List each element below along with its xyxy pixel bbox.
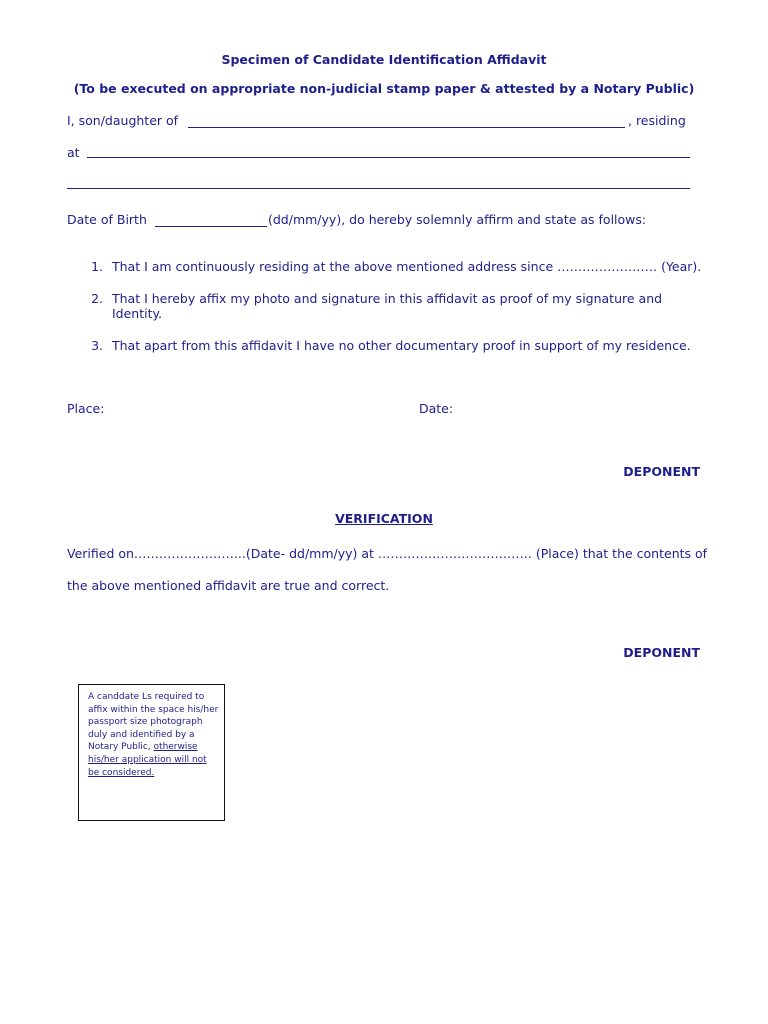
- deponent-label: DEPONENT: [623, 464, 700, 479]
- photo-instruction-text: A canddate Ls required to affix within the space his/her passport size photograph duly and identified by a Notary Public,: [88, 692, 219, 753]
- photo-instruction-warning: otherwise his/her application will not be considered.: [88, 742, 207, 778]
- address-blank-1: [87, 157, 690, 158]
- parent-name-label: I, son/daughter of: [67, 113, 179, 128]
- address-blank-2: [67, 188, 690, 189]
- photo-instruction: [88, 691, 220, 779]
- document-subtitle: (To be executed on appropriate non-judicial stamp paper & attested by a Notary Public): [73, 81, 695, 96]
- place-label: Place:: [67, 401, 105, 416]
- verification-heading: VERIFICATION: [335, 511, 433, 526]
- document-title: Specimen of Candidate Identification Affidavit: [221, 52, 547, 67]
- statement-text: That I hereby affix my photo and signature in this affidavit as proof of my signature and Identity.: [112, 291, 663, 321]
- dob-affirmation: (dd/mm/yy), do hereby solemnly affirm and state as follows:: [268, 212, 647, 227]
- statement-text: That apart from this affidavit I have no other documentary proof in support of my residence.: [112, 338, 691, 353]
- statement-text: That I am continuously residing at the above mentioned address since …………………… (Year).: [112, 259, 702, 274]
- parent-name-blank: [188, 127, 625, 128]
- verification-deponent-label: DEPONENT: [623, 645, 700, 660]
- statement-number: 3.: [91, 338, 103, 353]
- verification-line-1: Verified on……………………...(Date- dd/mm/yy) at ………………………………. (Place) that the contents of: [67, 546, 708, 561]
- dob-blank: [155, 226, 267, 227]
- address-label: at: [67, 145, 80, 160]
- date-label: Date:: [419, 401, 454, 416]
- statement-number: 1.: [91, 259, 103, 274]
- statement-number: 2.: [91, 291, 103, 306]
- verification-line-2: the above mentioned affidavit are true and correct.: [67, 578, 390, 593]
- photo-box: [78, 684, 225, 821]
- dob-label: Date of Birth: [67, 212, 147, 227]
- residing-label: , residing: [628, 113, 686, 128]
